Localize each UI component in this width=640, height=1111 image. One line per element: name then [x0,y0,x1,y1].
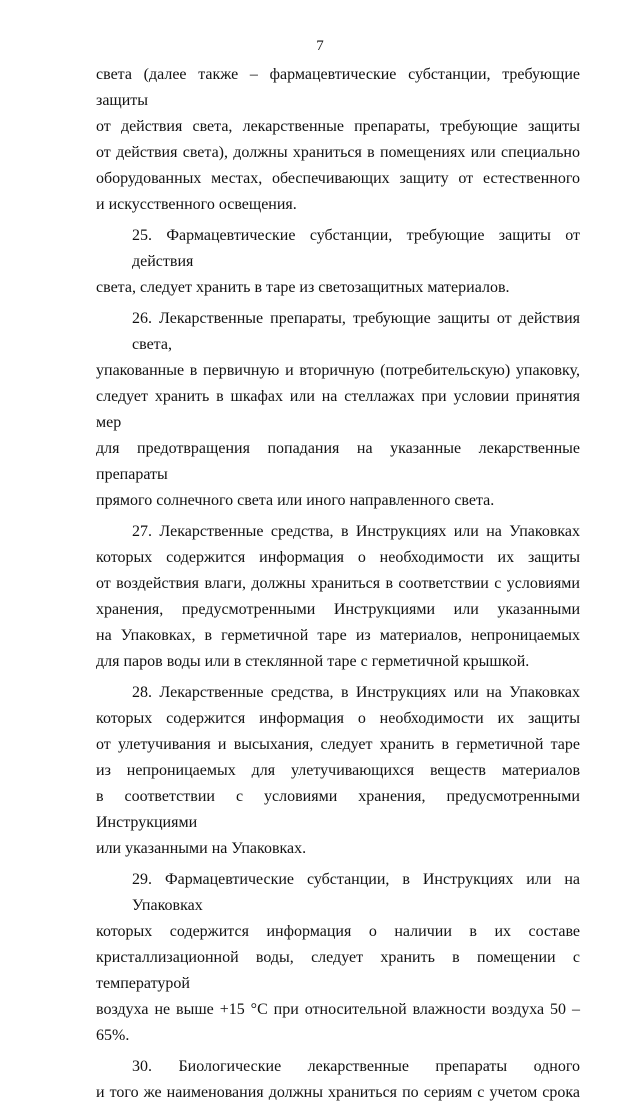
text-line: от действия света, лекарственные препараты, требующие защиты [96,118,580,135]
text-line: упакованные в первичную и вторичную (потребительскую) упаковку, [96,362,580,379]
paragraph-28 [96,680,580,862]
text-line: 27. Лекарственные средства, в Инструкциях или на Упаковках [132,523,580,540]
page-body [96,62,580,1111]
text-line: из непроницаемых для улетучивающихся веществ материалов [96,762,580,779]
text-line: в соответствии с условиями хранения, предусмотренными Инструкциями [96,788,580,831]
paragraph-30 [96,1054,580,1106]
text-line: прямого солнечного света или иного направленного света. [96,492,495,509]
text-line: 28. Лекарственные средства, в Инструкциях или на Упаковках [132,684,580,701]
text-line: света (далее также – фармацевтические субстанции, требующие защиты [96,66,580,109]
text-line: от действия света), должны храниться в помещениях или специально [96,144,580,161]
text-line: и искусственного освещения. [96,196,297,213]
text-line: кристаллизационной воды, следует хранить в помещении с температурой [96,949,580,992]
text-line: хранения, предусмотренными Инструкциями или указанными [96,601,580,618]
paragraph-29 [96,867,580,1049]
text-line: следует хранить в шкафах или на стеллажах при условии принятия мер [96,388,580,431]
paragraph-27 [96,519,580,675]
text-line: света, следует хранить в таре из светозащитных материалов. [96,279,510,296]
text-line: на Упаковках, в герметичной таре из материалов, непроницаемых [96,627,580,644]
text-line: для паров воды или в стеклянной таре с герметичной крышкой. [96,653,530,670]
text-line: или указанными на Упаковках. [96,840,307,857]
text-line: от воздействия влаги, должны храниться в соответствии с условиями [96,575,580,592]
paragraph-continuation [96,62,580,218]
text-line: которых содержится информация о необходимости их защиты [96,549,580,566]
text-line: 26. Лекарственные препараты, требующие защиты от действия света, [132,310,580,353]
text-line: для предотвращения попадания на указанные лекарственные препараты [96,440,580,483]
text-line: 25. Фармацевтические субстанции, требующие защиты от действия [132,227,580,270]
text-line: которых содержится информация о наличии в их составе [96,923,580,940]
paragraph-26 [96,306,580,514]
text-line: воздуха не выше +15 °С при относительной влажности воздуха 50 – 65%. [96,1001,580,1044]
text-line: 29. Фармацевтические субстанции, в Инструкциях или на Упаковках [132,871,580,914]
text-line: оборудованных местах, обеспечивающих защиту от естественного [96,170,580,187]
page-number: 7 [316,38,324,54]
text-line: от улетучивания и высыхания, следует хранить в герметичной таре [96,736,580,753]
text-line: 30. Биологические лекарственные препараты одного [132,1058,580,1075]
paragraph-25 [96,223,580,301]
text-line: и того же наименования должны храниться по сериям с учетом срока [96,1084,580,1101]
text-line: которых содержится информация о необходимости их защиты [96,710,580,727]
